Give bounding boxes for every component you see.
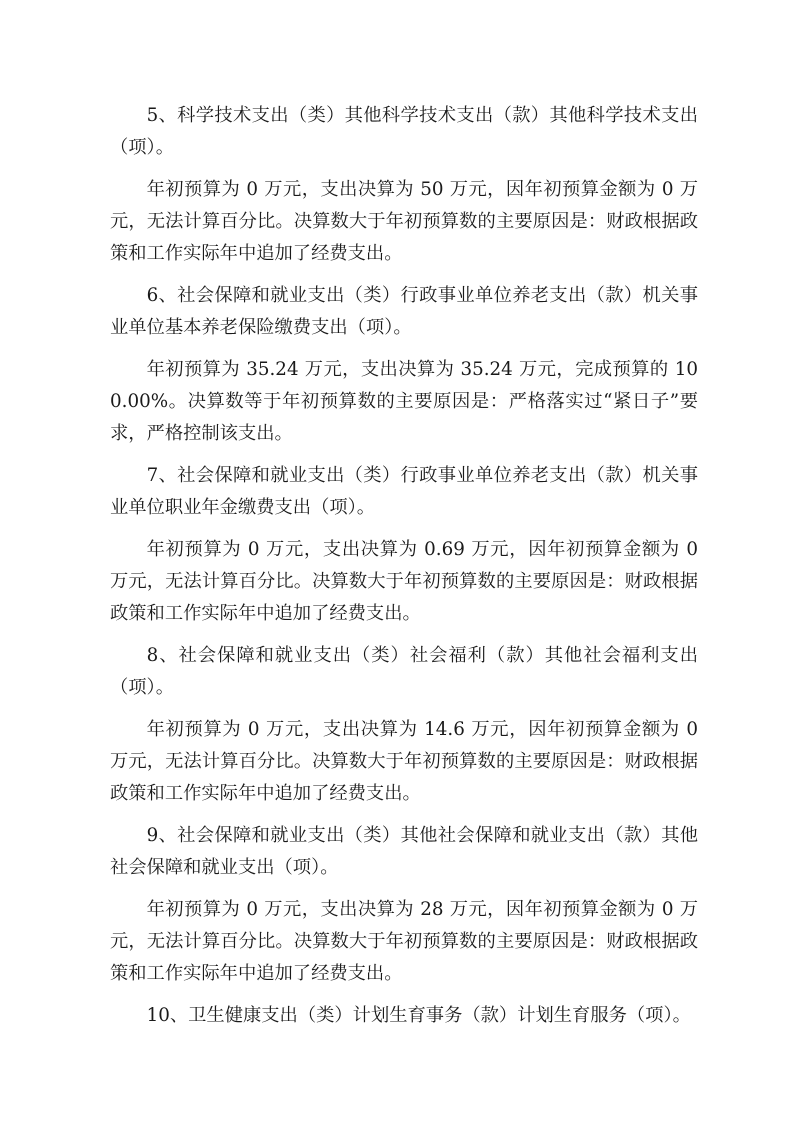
document-body (110, 100, 698, 1042)
item-detail-8: 年初预算为 0 万元，支出决算为 14.6 万元，因年初预算金额为 0 万元，无法计算百分比。决算数大于年初预算数的主要原因是：财政根据政策和工作实际年中追加了经费支出。 (110, 719, 698, 804)
item-detail-7: 年初预算为 0 万元，支出决算为 0.69 万元，因年初预算金额为 0 万元，无法计算百分比。决算数大于年初预算数的主要原因是：财政根据政策和工作实际年中追加了经费支出。 (110, 539, 698, 624)
item-heading-9: 9、社会保障和就业支出（类）其他社会保障和就业支出（款）其他社会保障和就业支出（项）。 (110, 825, 698, 878)
item-heading-10: 10、卫生健康支出（类）计划生育事务（款）计划生育服务（项）。 (146, 1005, 691, 1026)
item-heading-5: 5、科学技术支出（类）其他科学技术支出（款）其他科学技术支出（项）。 (110, 105, 698, 158)
item-detail-9: 年初预算为 0 万元，支出决算为 28 万元，因年初预算金额为 0 万元，无法计算百分比。决算数大于年初预算数的主要原因是：财政根据政策和工作实际年中追加了经费支出。 (110, 899, 698, 984)
item-heading-7: 7、社会保障和就业支出（类）行政事业单位养老支出（款）机关事业单位职业年金缴费支出（项）。 (110, 465, 698, 518)
item-heading-8: 8、社会保障和就业支出（类）社会福利（款）其他社会福利支出（项）。 (110, 645, 698, 698)
item-detail-6: 年初预算为 35.24 万元，支出决算为 35.24 万元，完成预算的 100.00%。决算数等于年初预算数的主要原因是：严格落实过“紧日子”要求，严格控制该支出。 (110, 359, 698, 444)
item-heading-6: 6、社会保障和就业支出（类）行政事业单位养老支出（款）机关事业单位基本养老保险缴费支出（项）。 (110, 285, 698, 338)
item-detail-5: 年初预算为 0 万元，支出决算为 50 万元，因年初预算金额为 0 万元，无法计算百分比。决算数大于年初预算数的主要原因是：财政根据政策和工作实际年中追加了经费支出。 (110, 179, 698, 264)
